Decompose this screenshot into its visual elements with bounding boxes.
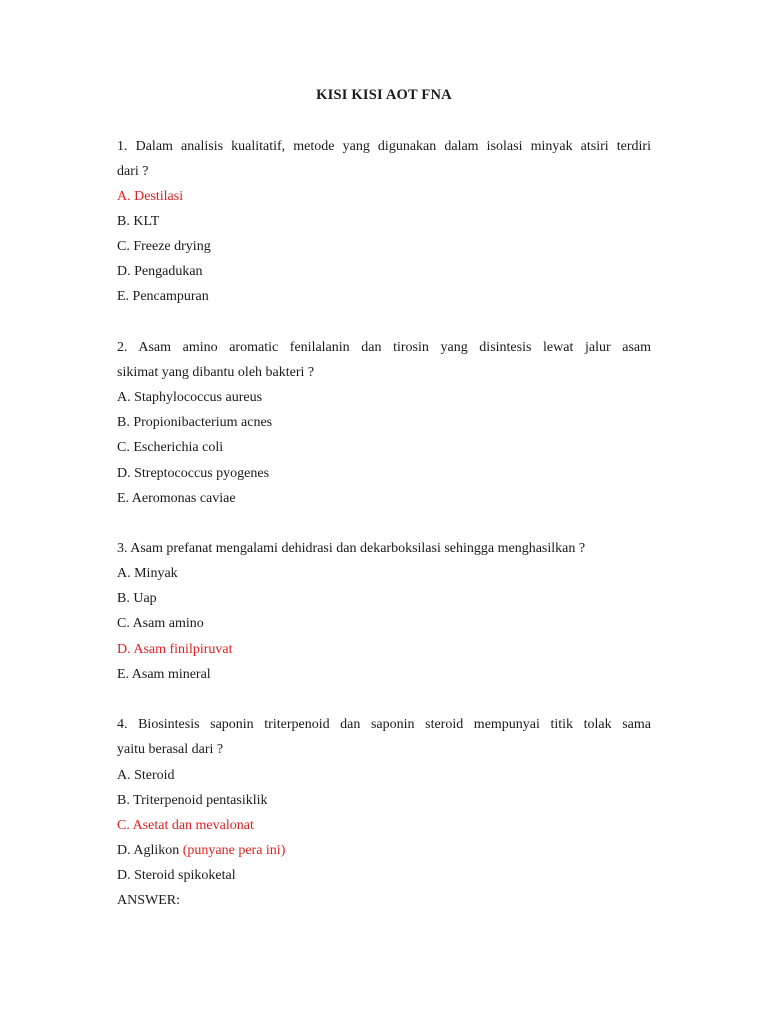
question-2-option-d: D. Streptococcus pyogenes bbox=[117, 466, 270, 481]
page-title: KISI KISI AOT FNA bbox=[316, 87, 452, 103]
question-1-stem-line-2: dari ? bbox=[117, 164, 149, 179]
question-2-option-c: C. Escherichia coli bbox=[117, 440, 224, 455]
question-3-option-c: C. Asam amino bbox=[117, 616, 204, 631]
question-1-option-c: C. Freeze drying bbox=[117, 239, 211, 254]
question-3-option-b: B. Uap bbox=[117, 591, 157, 606]
question-1-option-e: E. Pencampuran bbox=[117, 289, 209, 304]
question-4-option-d-text: D. Aglikon bbox=[117, 843, 180, 858]
question-2-option-e: E. Aeromonas caviae bbox=[117, 491, 236, 506]
question-4-option-a: A. Steroid bbox=[117, 768, 175, 783]
question-2-option-b: B. Propionibacterium acnes bbox=[117, 415, 273, 430]
question-4-option-d bbox=[117, 842, 651, 860]
question-3-option-d-answer: D. Asam finilpiruvat bbox=[117, 642, 233, 657]
question-2-option-a: A. Staphylococcus aureus bbox=[117, 390, 263, 405]
question-1-option-d: D. Pengadukan bbox=[117, 264, 203, 279]
question-4-stem-line-2: yaitu berasal dari ? bbox=[117, 742, 224, 757]
question-4-option-b: B. Triterpenoid pentasiklik bbox=[117, 793, 268, 808]
question-2-stem-line-1: 2. Asam amino aromatic fenilalanin dan tirosin yang disintesis lewat jalur asam bbox=[117, 340, 651, 355]
question-3-option-e: E. Asam mineral bbox=[117, 667, 211, 682]
question-3-stem-line-1: 3. Asam prefanat mengalami dehidrasi dan dekarboksilasi sehingga menghasilkan ? bbox=[117, 541, 586, 556]
question-3-option-a: A. Minyak bbox=[117, 566, 178, 581]
answer-label: ANSWER: bbox=[117, 893, 180, 908]
question-4-option-c-answer: C. Asetat dan mevalonat bbox=[117, 818, 254, 833]
question-4-option-e: D. Steroid spikoketal bbox=[117, 868, 236, 883]
question-1-stem-line-1: 1. Dalam analisis kualitatif, metode yang digunakan dalam isolasi minyak atsiri terdiri bbox=[117, 139, 651, 154]
question-4-option-d-note: (punyane pera ini) bbox=[182, 843, 286, 858]
question-1-option-b: B. KLT bbox=[117, 214, 160, 229]
question-4-stem-line-1: 4. Biosintesis saponin triterpenoid dan saponin steroid mempunyai titik tolak sama bbox=[117, 717, 651, 732]
question-2-stem-line-2: sikimat yang dibantu oleh bakteri ? bbox=[117, 365, 315, 380]
question-1-option-a-answer: A. Destilasi bbox=[117, 189, 184, 204]
